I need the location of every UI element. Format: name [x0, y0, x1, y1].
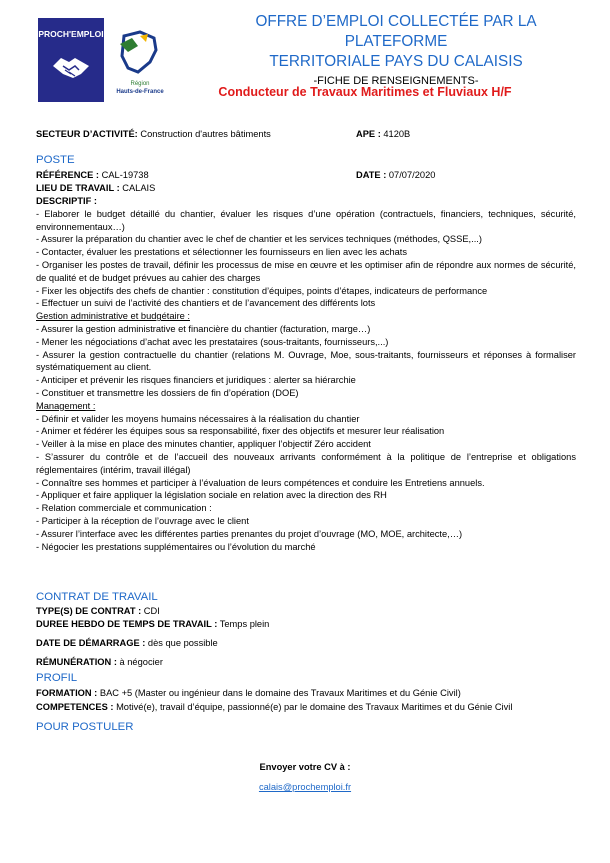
title-line-2: TERRITORIALE PAYS DU CALAISIS [269, 53, 523, 70]
reference-label: RÉFÉRENCE : [36, 170, 100, 180]
management-line: - Assurer l’interface avec les différentes parties prenantes du projet d’ouvrage (MO, MOE, architecte,…) [36, 528, 463, 539]
section-profil: PROFIL [36, 672, 78, 684]
title-line-1: OFFRE D’EMPLOI COLLECTÉE PAR LA PLATEFORME [255, 13, 537, 50]
region-label: Région [130, 81, 150, 87]
management-line: - Relation commerciale et communication : [36, 503, 212, 514]
management-line: - Appliquer et faire appliquer la législation sociale en relation avec la direction des RH [36, 490, 387, 501]
apply-cta-text: Envoyer votre CV à : [259, 762, 351, 772]
desc-line: - Effectuer un suivi de l’activité des chantiers et de l’avancement des différents lots [36, 298, 376, 309]
gestion-heading: Gestion administrative et budgétaire : [36, 311, 190, 322]
desc-line: - Assurer la préparation du chantier avec le chef de chantier et les services techniques (méthodes, QSSE,...) [36, 234, 482, 245]
gestion-line: - Anticiper et prévenir les risques financiers et juridiques : alerter sa hiérarchie [36, 375, 356, 386]
competences-value: Motivé(e), travail d’équipe, passionné(e) par le domaine des Travaux Maritimes et du Génie Civil [113, 702, 513, 712]
contract-type-label: TYPE(S) DE CONTRAT : [36, 606, 142, 616]
gestion-line: - Constituer et transmettre les dossiers de fin d’opération (DOE) [36, 387, 299, 398]
competences-row [36, 701, 574, 714]
salary-label: RÉMUNÉRATION : [36, 657, 117, 667]
gestion-line: - Assurer la gestion administrative et financière du chantier (facturation, marge…) [36, 323, 371, 334]
desc-line: - Contacter, évaluer les prestations et sélectionner les fournisseurs en lien avec les achats [36, 247, 408, 258]
start-date-row [36, 637, 574, 650]
apply-cta [0, 761, 610, 774]
sector-value: Construction d'autres bâtiments [137, 129, 271, 139]
sector-row [36, 128, 574, 141]
section-postuler: POUR POSTULER [36, 721, 134, 733]
apply-email-wrap [0, 781, 610, 794]
management-line: - S’assurer du contrôle et de l’accueil des nouveaux arrivants conformément à la politique de l’entreprise et obligations réglementaires (intérim, travail illégal) [36, 451, 576, 475]
subtitle: -FICHE DE RENSEIGNEMENTS- [313, 75, 479, 87]
handshake-icon [49, 44, 93, 88]
management-line: - Participer à la réception de l’ouvrage avec le client [36, 515, 249, 526]
contract-type-row [36, 605, 574, 618]
header-title [206, 12, 586, 88]
lieu-label: LIEU DE TRAVAIL : [36, 183, 120, 193]
management-line: - Négocier les prestations supplémentaires ou l’évolution du marché [36, 541, 316, 552]
ape-value: 4120B [380, 129, 411, 139]
descriptif-label: DESCRIPTIF : [36, 196, 97, 206]
section-contrat: CONTRAT DE TRAVAIL [36, 591, 158, 603]
management-heading: Management : [36, 400, 96, 411]
competences-label: COMPETENCES : [36, 702, 114, 712]
start-date-label: DATE DE DÉMARRAGE : [36, 638, 146, 648]
salary-value: à négocier [116, 657, 163, 667]
reference-row [36, 169, 574, 182]
desc-line: - Organiser les postes de travail, définir les processus de mise en œuvre et les optimiser afin de répondre aux normes de sécurité, de qualité et de budget prévues au cahier des charges [36, 259, 576, 283]
prochemploi-logo-text: PROCH'EMPLOI [38, 29, 104, 39]
reference-value: CAL-19738 [99, 170, 149, 180]
formation-value: BAC +5 (Master ou ingénieur dans le domaine des Travaux Maritimes et du Génie Civil) [97, 688, 461, 698]
management-line: - Définir et valider les moyens humains nécessaires à la réalisation du chantier [36, 413, 360, 424]
section-poste: POSTE [36, 154, 75, 166]
management-line: - Connaître ses hommes et participer à l’évaluation de leurs compétences et conduire les Entretiens annuels. [36, 477, 485, 488]
date-value: 07/07/2020 [386, 170, 436, 180]
job-title: Conducteur de Travaux Maritimes et Fluviaux H/F [218, 85, 512, 99]
descriptif-block [36, 195, 576, 553]
contract-type-value: CDI [141, 606, 160, 616]
start-date-value: dès que possible [145, 638, 218, 648]
formation-label: FORMATION : [36, 688, 98, 698]
management-line: - Animer et fédérer les équipes sous sa responsabilité, fixer des objectifs et mesurer leur réalisation [36, 426, 445, 437]
duration-label: DUREE HEBDO DE TEMPS DE TRAVAIL : [36, 619, 218, 629]
duration-row [36, 618, 574, 631]
desc-line: - Fixer les objectifs des chefs de chantier : constitution d’équipes, points d’étapes, indicateurs de performance [36, 285, 488, 296]
apply-email-link[interactable]: calais@prochemploi.fr [258, 782, 352, 792]
duration-value: Temps plein [217, 619, 270, 629]
sector-label: SECTEUR D’ACTIVITÉ: [36, 129, 138, 139]
region-map-icon [110, 28, 170, 78]
region-name: Hauts-de-France [116, 89, 164, 95]
ape-label: APE : [356, 129, 381, 139]
formation-row [36, 687, 574, 700]
gestion-line: - Mener les négociations d’achat avec les prestataires (sous-traitants, fournisseurs,...) [36, 336, 389, 347]
date-label: DATE : [356, 170, 387, 180]
salary-row [36, 656, 574, 669]
gestion-line: - Assurer la gestion contractuelle du chantier (relations M. Ouvrage, Moe, sous-traitants, fournisseurs et réponses à formaliser systématiquement au client. [36, 349, 576, 373]
management-line: - Veiller à la mise en place des minutes chantier, appliquer l’objectif Zéro accident [36, 439, 371, 450]
lieu-row [36, 182, 574, 195]
desc-line: - Elaborer le budget détaillé du chantier, évaluer les risques d’une opération (contractuels, financiers, techniques, sécurité, environnementaux…) [36, 208, 576, 232]
lieu-value: CALAIS [119, 183, 156, 193]
